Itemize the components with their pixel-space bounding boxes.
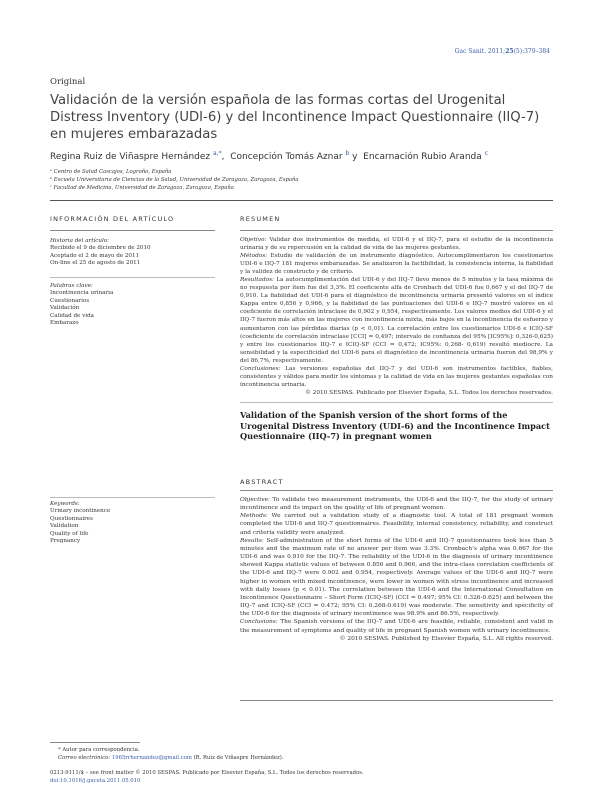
- abstract-results: [240, 537, 553, 619]
- affiliation: ᵃ Centro de Salud Cascajos, Logroño, España: [50, 169, 172, 175]
- affiliation: ᶜ Facultad de Medicina, Universidad de Zaragoza, Zaragoza, España: [50, 185, 234, 191]
- section-label: Métodos:: [240, 253, 268, 260]
- pages: :379–384: [522, 48, 550, 55]
- section-label: Objetivo:: [240, 237, 267, 243]
- email-note: [58, 755, 284, 762]
- history-online: On-line el 25 de agosto de 2011: [50, 260, 141, 267]
- divider: [240, 402, 553, 403]
- abstract-divider: [240, 490, 553, 491]
- divider: [50, 277, 215, 278]
- keyword: Pregnancy: [50, 538, 81, 545]
- author-list: [50, 150, 488, 162]
- email-suffix: (R. Ruiz de Viñaspre Hernández).: [193, 755, 284, 761]
- abstract-body: [240, 496, 553, 643]
- keywords-label: Palabras clave:: [50, 283, 93, 289]
- history-received: Recibido el 9 de diciembre de 2010: [50, 245, 151, 252]
- resumen-body: [240, 236, 553, 397]
- affiliation: ᵇ Escuela Universitaria de Ciencias de la Salud, Universidad de Zaragoza, Zaragoza, España: [50, 177, 299, 183]
- article-info-heading: INFORMACIÓN DEL ARTÍCULO: [50, 215, 175, 223]
- author-name: Concepción Tomás Aznar: [230, 152, 343, 162]
- section-text: Validar dos instrumentos de medida, el UDI-6 y el IIQ-7, para el estudio de la incontinencia urinaria y de su repercusión en la calidad de vida de las mujeres gestantes.: [240, 237, 553, 252]
- resumen-methods: [240, 252, 553, 276]
- email-link[interactable]: 1965rrhernandez@gmail.com: [111, 755, 192, 761]
- section-text: The Spanish versions of the IIQ-7 and UDI-6 are feasible, reliable, consistent and valid in the measurement of symptoms and quality of life in pregnant Spanish women with urinary incontinence.: [240, 619, 553, 634]
- abstract-copyright: © 2010 SESPAS. Published by Elsevier España, S.L. All rights reserved.: [339, 635, 553, 642]
- keyword: Validación: [50, 305, 80, 312]
- abstract-objective: [240, 496, 553, 512]
- divider: [50, 497, 215, 498]
- keyword: Urinary incontinence: [50, 508, 111, 515]
- divider: [240, 700, 553, 701]
- section-label: Results:: [240, 537, 264, 544]
- keyword: Quality of life: [50, 530, 89, 537]
- issn-line: 0213-9111/$ – see front matter © 2010 SESPAS. Publicado por Elsevier España, S.L. Todos los derechos reservados.: [50, 770, 364, 776]
- english-title: Validation of the Spanish version of the short forms of the Urogenital Distress Inventory (UDI-6) and the Incontinence Impact Questionnaire (IIQ-7) in pregnant women: [240, 410, 550, 441]
- corresponding-label: Autor para correspondencia.: [62, 747, 140, 753]
- section-label: Methods:: [240, 513, 268, 520]
- keyword: Cuestionarios: [50, 297, 90, 304]
- article-title: Validación de la versión española de las formas cortas del Urogenital Distress Inventory (UDI-6) y del Incontinence Impact Questionnaire (IIQ-7) en mujeres embarazadas: [50, 93, 540, 142]
- resumen-divider: [240, 230, 553, 231]
- section-text: Las versiones españolas del IIQ-7 y del UDI-6 son instrumentos factibles, fiables, consistentes y válidos para medir los síntomas y la calidad de vida en las mujeres gestantes españolas con incontinencia urinaria.: [240, 365, 553, 388]
- section-text: Self-administration of the short forms of the UDI-6 and IIQ-7 questionnaires took less than 5 minutes and the maximum rate of no answer per item was 3.3%. Cronbach’s alpha was 0.667 for the UDI-6 and was 0.910 for the IIQ-7. The reliability of the UDI-6 in the diagnosis of urinary incontinence showed Kappa statistic values of between 0.856 and 0.966, and the intra-class correlation coefficients of the UDI-6 and IIQ-7 were 0.902 and 0.954, respectively. Average values of the UDI-6 and IIQ-7 were higher in women with mixed incontinence, were lower in women with stress incontinence and increased with daily losses (p < 0.01). The correlation between the UDI-6 and the International Consultation on Incontinence Questionnaire – Short Form (ICIQ-SF) (CCI = 0.497; 95% CI: 0.326-0.625) and between the IIQ-7 and ICIQ-SF (CCI = 0.472; 95% CI: 0.268-0.619) was moderate. The sensitivity and specificity of the UDI-6 for the diagnosis of urinary incontinence was 98.9% and 86.5%, respectively.: [240, 537, 553, 618]
- asterisk-icon: *: [58, 747, 61, 753]
- journal-name: Gac Sanit. 2011;: [454, 48, 506, 55]
- resumen-objective: [240, 236, 553, 252]
- section-label: Resultados:: [240, 277, 274, 284]
- abstract-conclusions: [240, 618, 553, 634]
- resumen-copyright: © 2010 SESPAS. Publicado por Elsevier España, S.L. Todos los derechos reservados.: [305, 389, 553, 396]
- history-accepted: Aceptado el 2 de mayo de 2011: [50, 252, 140, 259]
- resumen-conclusions: [240, 365, 553, 389]
- abstract-heading: ABSTRACT: [240, 478, 284, 486]
- history-label: Historia del artículo:: [50, 238, 110, 244]
- author-affiliation-marker: a,*: [213, 150, 222, 157]
- corresponding-note: [58, 747, 140, 754]
- keywords-label: Keywords:: [50, 501, 80, 507]
- footnote-divider: [50, 742, 140, 743]
- section-label: Conclusions:: [240, 619, 278, 626]
- keyword: Embarazo: [50, 320, 79, 327]
- keyword: Validation: [50, 523, 79, 530]
- resumen-results: [240, 276, 553, 365]
- abstract-methods: [240, 512, 553, 536]
- section-label: Original: [50, 77, 86, 87]
- article-history: [50, 238, 190, 268]
- header-divider: [50, 200, 553, 201]
- section-text: To validate two measurement instruments, the UDI-6 and the IIQ-7, for the study of urinary incontinence and its impact on the quality of life of pregnant women.: [240, 497, 553, 512]
- volume: 25: [505, 48, 514, 55]
- doi-link[interactable]: doi:10.1016/j.gaceta.2011.05.010: [50, 778, 141, 784]
- author-affiliation-marker: b: [345, 150, 350, 157]
- keyword: Calidad de vida: [50, 312, 95, 319]
- keywords-es: [50, 283, 190, 327]
- author-name: Encarnación Rubio Aranda: [363, 152, 482, 162]
- author-name: Regina Ruiz de Viñaspre Hernández: [50, 152, 211, 162]
- author-separator: y: [349, 152, 358, 162]
- author-affiliation-marker: c: [484, 150, 488, 157]
- resumen-heading: RESUMEN: [240, 215, 281, 223]
- section-label: Conclusiones:: [240, 365, 281, 372]
- section-text: La autocumplimentación del UDI-6 y del IIQ-7 llevo menos de 5 minutos y la tasa máxima de no respuesta por ítem fue del 3,3%. El coeficiente alfa de Cronbach del UDI-6 fue 0,667 y el del IIQ-7 de 0,910. La fiabilidad del UDI-6 para el diagnóstico de incontinencia urinaria presentó valores en el índice Kappa entre 0,856 y 0,966, y la fiabilidad de las puntuaciones del UDI-6 e IIQ-7 mostró valores en el coeficiente de correlación intraclase de 0,902 y 0,954, respectivamente. Los valores medios del UDI-6 y el IIQ-7 fueron más altos en las mujeres con incontinencia mixta, más bajos en la incontinencia de esfuerzo y aumentaron con las pérdidas diarias (p < 0,01). La correlación entre los cuestionarios UDI-6 e ICIQ-SF (coeficiente de correlación intraclase [CCI] = 0,497; intervalo de confianza del 95% [IC95%]: 0,326-0,625) y entre los cuestionarios IIQ-7 e ICIQ-SF (CCI = 0,472; IC95%: 0,268- 0,619) resultó mediocre. La sensibilidad y la especificidad del UDI-6 para el diagnóstico de incontinencia urinaria fueron del 98,9% y del 86,7%, respectivamente.: [240, 277, 553, 364]
- email-label: Correo electrónico:: [58, 755, 111, 761]
- section-text: We carried out a validation study of a diagnostic tool. A total of 181 pregnant women completed the UDI-6 and IIQ-7 questionnaires. Feasibility, internal consistency, reliability, and construct and criteria validity were analyzed.: [240, 513, 553, 536]
- issue: (5): [513, 48, 523, 55]
- keywords-en: [50, 501, 190, 545]
- section-label: Objective:: [240, 497, 271, 503]
- keyword: Questionnaires: [50, 515, 93, 522]
- journal-citation[interactable]: [0, 48, 550, 55]
- author-separator: ,: [221, 152, 225, 162]
- keyword: Incontinencia urinaria: [50, 290, 114, 297]
- section-text: Estudio de validación de un instrumento diagnóstico. Autocumplimentaron los cuestionarios UDI-6 e IIQ-7 181 mujeres embarazadas. Se analizaron la factibilidad, la consistencia interna, la fiabilidad y la validez de constructo y de criterio.: [240, 253, 553, 276]
- article-info-divider: [50, 230, 215, 231]
